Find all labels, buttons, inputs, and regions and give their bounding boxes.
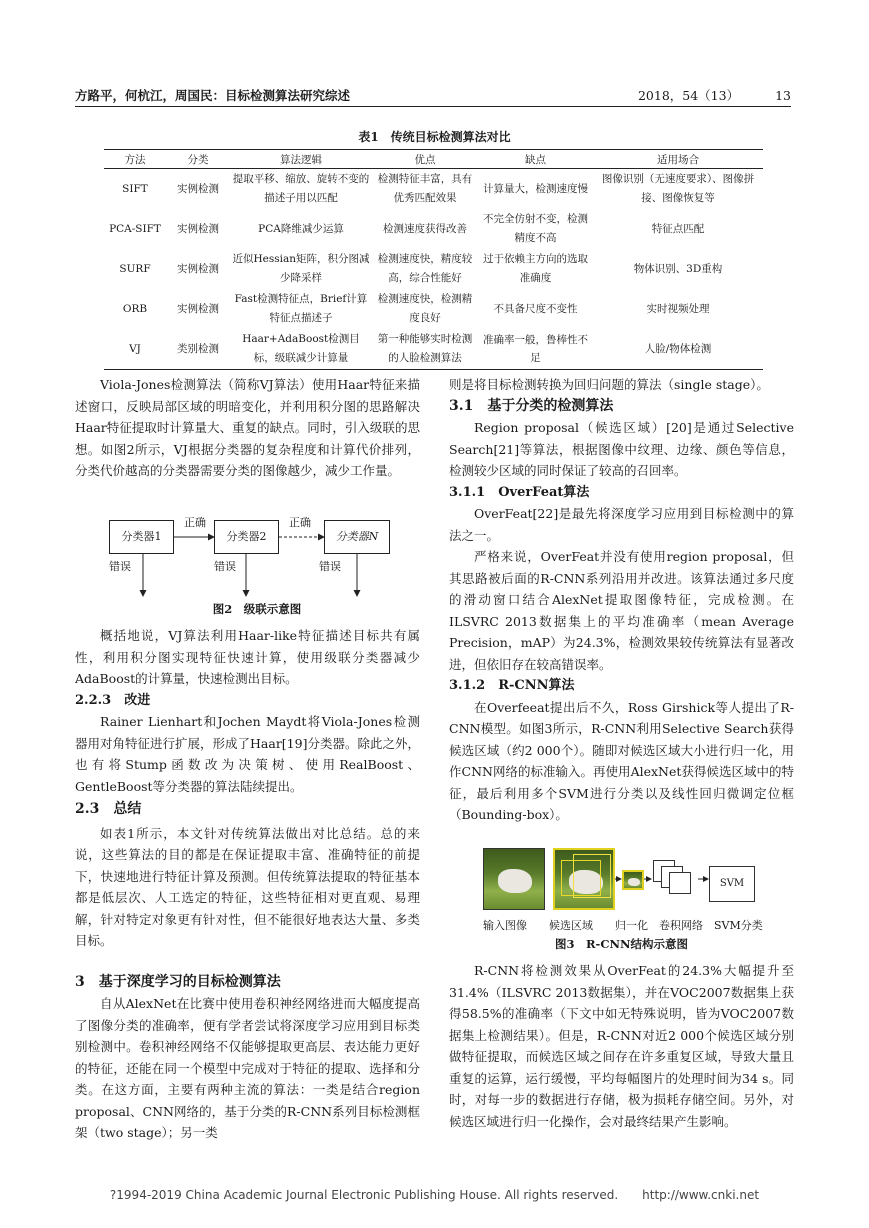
- left-column-top: [75, 374, 420, 482]
- header-issue-page: [638, 86, 791, 104]
- paragraph: 概括地说，VJ算法利用Haar-like特征描述目标共有属性，利用积分图实现特征快速计算，使用级联分类器减少AdaBoost的计算量，快速检测出目标。: [75, 628, 420, 686]
- header-rule: [75, 106, 791, 107]
- rcnn-diagram: [483, 844, 778, 934]
- table-cell: VJ: [104, 329, 166, 370]
- horse-shape: [628, 878, 640, 886]
- table-cell: 特征点匹配: [651, 223, 705, 235]
- left-column-bottom: [75, 625, 420, 1144]
- table-cell: 检测速度快，精度较高，综合性能好: [377, 253, 473, 284]
- table-cell: 计算量大，检测速度慢: [483, 183, 588, 195]
- table-cell: 实时视频处理: [646, 303, 710, 315]
- table-row: [104, 329, 763, 370]
- table-cell: SIFT: [122, 183, 148, 195]
- svm-box: SVM: [709, 866, 755, 902]
- figure-3-caption: 图3 R-CNN结构示意图: [554, 937, 688, 951]
- classifier-n-box: 分类器N: [324, 520, 390, 554]
- table-cell: Haar+AdaBoost检测目标，级联减少计算量: [230, 329, 372, 370]
- header-authors-title: 方路平，何杭江，周国民：目标检测算法研究综述: [75, 88, 351, 103]
- table-row: [104, 209, 763, 249]
- copyright-footer: ?1994-2019 China Academic Journal Electronic Publishing House. All rights reserved. http://www.cnki.net: [109, 1188, 760, 1202]
- table-row: [104, 169, 763, 210]
- classifier-1-box: 分类器1: [109, 520, 174, 554]
- page-number: 13: [775, 88, 791, 103]
- paragraph: 在Overfeeat提出后不久，Ross Girshick等人提出了R-CNN模型。如图3所示，R-CNN利用Selective Search获得候选区域（约2 000个）。随即对候选区域大小进行归一化，用作CNN网络的标准输入。再使用AlexNet获得候选区域中的特征，最后利用多个SVM进行分类以及线性回归微调定位框（Bounding-box）。: [449, 699, 794, 822]
- table-cell: PCA-SIFT: [109, 223, 161, 235]
- table-row: [104, 249, 763, 289]
- paragraph: Region proposal（候选区域）[20]是通过Selective Search[21]等算法，根据图像中纹理、边缘、颜色等信息，检测较少区域的同时保证了较高的召回率。: [449, 420, 794, 478]
- section-heading: 2.2.3 改进: [75, 692, 151, 708]
- table-caption: 表1 传统目标检测算法对比: [358, 130, 511, 144]
- table-cell: 检测速度快，检测精度良好: [377, 293, 473, 324]
- table-header-cell: 缺点: [478, 150, 593, 169]
- section-heading: 3 基于深度学习的目标检测算法: [75, 973, 281, 990]
- figure-2-caption: 图2 级联示意图: [212, 602, 302, 616]
- paragraph: 严格来说，OverFeat并没有使用region proposal，但其思路被后面的R-CNN系列沿用并改进。该算法通过多尺度的滑动窗口结合AlexNet提取图像特征，完成检测。在ILSVRC 2013数据集上的平均准确率（mean Average Precision，mAP）为24.3%，检测效果较传统算法有显著改进，但依旧存在较高错误率。: [449, 549, 794, 672]
- table-cell: 检测特征丰富，具有优秀匹配效果: [377, 173, 473, 204]
- table-header-cell: 算法逻辑: [230, 150, 372, 169]
- table-cell: 实例检测: [177, 223, 219, 235]
- wrong-label: 错误: [319, 560, 341, 573]
- table-cell: ORB: [122, 303, 148, 315]
- paragraph: 自从AlexNet在比赛中使用卷积神经网络进而大幅度提高了图像分类的准确率，便有学者尝试将深度学习应用到目标类别检测中。卷积神经网络不仅能够提取更高层、表达能力更好的特征，还能在同一个模型中完成对于特征的提取、选择和分类。在这方面，主要有两种主流的算法：一类是结合region proposal、CNN网络的，基于分类的R-CNN系列目标检测框架（two stage）；另一类: [75, 996, 420, 1140]
- correct-label: 正确: [184, 516, 206, 529]
- table-cell: 人脸/物体检测: [593, 329, 763, 370]
- table-cell: 近似Hessian矩阵，积分图减少降采样: [232, 253, 370, 284]
- table-cell: PCA降维减少运算: [258, 223, 344, 235]
- right-column-top: [449, 374, 794, 826]
- section-heading: 3.1.1 OverFeat算法: [449, 484, 590, 500]
- right-column-bottom: [449, 960, 794, 1132]
- section-heading: 3.1 基于分类的检测算法: [449, 397, 614, 414]
- paragraph: OverFeat[22]是最先将深度学习应用到目标检测中的算法之一。: [449, 506, 794, 543]
- header-issue: 2018，54（13）: [637, 88, 740, 103]
- table-cell: 实例检测: [177, 183, 219, 195]
- table-cell: 过于依赖主方向的选取准确度: [483, 253, 588, 284]
- table-header-cell: 优点: [372, 150, 478, 169]
- table-cell: 物体识别、3D重构: [633, 263, 723, 275]
- table-row: [104, 289, 763, 329]
- correct-label: 正确: [289, 516, 311, 529]
- rcnn-stage-labels: 输入图像 候选区域 归一化 卷积网络 SVM分类: [483, 919, 763, 932]
- conv-layer-box: [669, 872, 691, 894]
- paragraph: 如表1所示，本文针对传统算法做出对比总结。总的来说，这些算法的目的都是在保证提取丰富、准确特征的前提下，快速地进行特征计算及预测。但传统算法提取的特征基本都是低层次、人工选定的特征，这些特征相对更直观、易理解，针对特定对象更有针对性，但不能很好地表达大量、多类目标。: [75, 825, 420, 948]
- table-header-cell: 分类: [166, 150, 230, 169]
- table-cell: Fast检测特征点，Brief计算特征点描述子: [234, 293, 368, 324]
- table-cell: 实例检测: [177, 303, 219, 315]
- table-cell: 图像识别（无速度要求）、图像拼接、图像恢复等: [601, 173, 755, 204]
- table-cell: SURF: [119, 263, 151, 275]
- normalized-image: [622, 870, 644, 890]
- table-cell: 提取平移、缩放、旋转不变的描述子用以匹配: [232, 173, 370, 204]
- comparison-table: [104, 149, 763, 370]
- section-heading: 3.1.2 R-CNN算法: [449, 678, 575, 693]
- paragraph: R-CNN将检测效果从OverFeat的24.3%大幅提升至31.4%（ILSVRC 2013数据集），并在VOC2007数据集上获得58.5%的准确率（下文中如无特殊说明，皆为VOC2007数据集上检测结果）。但是，R-CNN对近2 000个候选区域分别做特征提取，而候选区域之间存在许多重复区域，导致大量且重复的运算，运行缓慢，平均每幅图片的处理时间为34 s。同时，对每一步的数据进行存储，极为损耗存储空间。另外，对候选区域进行归一化操作，会对最终结果产生影响。: [449, 963, 794, 1129]
- table-header-cell: 适用场合: [593, 150, 763, 169]
- table-cell: 准确率一般，鲁棒性不足: [478, 329, 593, 370]
- paragraph: Viola-Jones检测算法（简称VJ算法）使用Haar特征来描述窗口，反映局部区域的明暗变化，并利用积分图的思路解决Haar特征提取时计算量大、重复的缺点。同时，引入级联的思想。如图2所示，VJ根据分类器的复杂程度和计算代价排列，分类代价越高的分类器需要分类的图像越少，减少工作量。: [75, 377, 420, 478]
- table-header-row: [104, 150, 763, 169]
- paragraph: 则是将目标检测转换为回归问题的算法（single stage）。: [449, 377, 769, 392]
- section-heading: 2.3 总结: [75, 801, 142, 817]
- wrong-label: 错误: [214, 560, 236, 573]
- table-cell: 第一种能够实时检测的人脸检测算法: [372, 329, 478, 370]
- table-cell: 不具备尺度不变性: [493, 303, 578, 315]
- table-cell: 检测速度获得改善: [383, 223, 467, 235]
- paragraph: Rainer Lienhart和Jochen Maydt将Viola-Jones检测器用对角特征进行扩展，形成了Haar[19]分类器。除此之外，也有将Stump函数改为决策树、使用RealBoost、GentleBoost等分类器的算法陆续提出。: [75, 714, 420, 794]
- table-cell: 类别检测: [166, 329, 230, 370]
- classifier-2-box: 分类器2: [214, 520, 279, 554]
- wrong-label: 错误: [109, 560, 131, 573]
- table-header-cell: 方法: [104, 150, 166, 169]
- table-cell: 不完全仿射不变，检测精度不高: [483, 213, 588, 244]
- cascade-diagram: [104, 510, 410, 598]
- table-cell: 实例检测: [177, 263, 219, 275]
